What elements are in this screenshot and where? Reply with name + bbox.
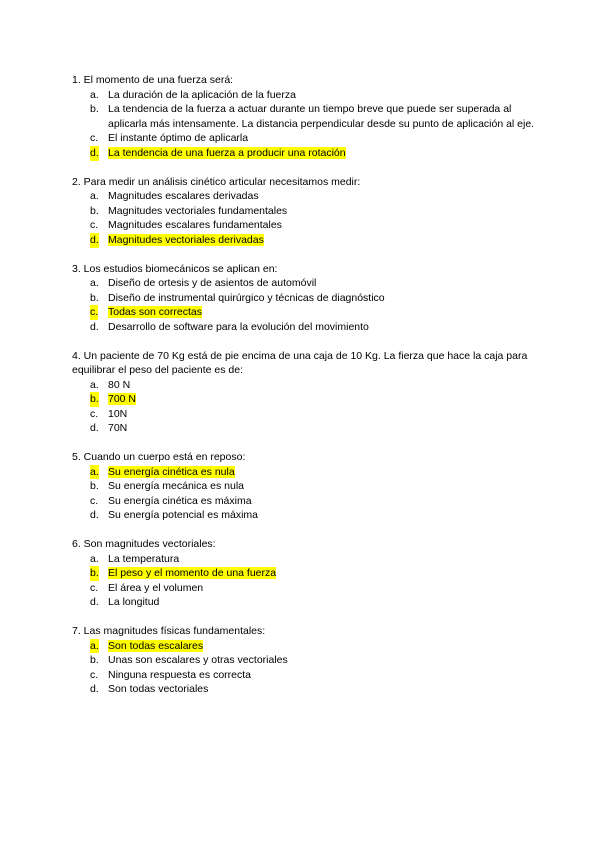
option-list bbox=[72, 189, 542, 247]
highlighted-answer: Su energía cinética es nula bbox=[108, 465, 235, 478]
option-letter: b. bbox=[90, 291, 99, 304]
option-letter: c. bbox=[90, 668, 99, 681]
option-text: El instante óptimo de aplicarla bbox=[108, 132, 249, 145]
option-text: Diseño de ortesis y de asientos de automóvil bbox=[108, 277, 317, 290]
highlighted-answer: Todas son correctas bbox=[108, 306, 202, 319]
question-7 bbox=[72, 624, 542, 697]
option-letter: d. bbox=[90, 596, 99, 609]
option-text: 70N bbox=[108, 422, 128, 435]
option-d bbox=[72, 682, 542, 697]
option-letter: a. bbox=[90, 88, 99, 101]
option-list bbox=[72, 552, 542, 610]
option-c bbox=[72, 131, 542, 146]
option-a bbox=[72, 378, 542, 393]
question-2 bbox=[72, 175, 542, 248]
option-letter: a. bbox=[90, 465, 99, 478]
question-list bbox=[72, 73, 542, 711]
option-a bbox=[72, 276, 542, 291]
option-text: Ninguna respuesta es correcta bbox=[108, 668, 251, 681]
option-letter: b. bbox=[90, 567, 99, 580]
option-text: La temperatura bbox=[108, 552, 180, 565]
option-letter: c. bbox=[90, 306, 99, 319]
option-letter: a. bbox=[90, 552, 99, 565]
option-text: Son todas vectoriales bbox=[108, 683, 209, 696]
option-letter: b. bbox=[90, 654, 99, 667]
option-letter: c. bbox=[90, 581, 99, 594]
option-text: Su energía potencial es máxima bbox=[108, 509, 258, 522]
option-d bbox=[72, 595, 542, 610]
question-text: 6. Son magnitudes vectoriales: bbox=[72, 538, 216, 551]
option-letter: d. bbox=[90, 146, 99, 159]
option-a bbox=[72, 189, 542, 204]
option-letter: d. bbox=[90, 509, 99, 522]
question-6 bbox=[72, 537, 542, 610]
option-letter: b. bbox=[90, 204, 99, 217]
option-letter: a. bbox=[90, 277, 99, 290]
question-5 bbox=[72, 450, 542, 523]
option-a bbox=[72, 88, 542, 103]
option-b bbox=[72, 566, 542, 581]
option-letter: b. bbox=[90, 393, 99, 406]
option-d bbox=[72, 233, 542, 248]
option-text: Su energía mecánica es nula bbox=[108, 480, 245, 493]
option-text: Magnitudes escalares fundamentales bbox=[108, 219, 282, 232]
option-text: Magnitudes escalares derivadas bbox=[108, 190, 259, 203]
option-letter: a. bbox=[90, 190, 99, 203]
option-b bbox=[72, 392, 542, 407]
option-d bbox=[72, 320, 542, 335]
option-text: Magnitudes vectoriales fundamentales bbox=[108, 204, 288, 217]
option-d bbox=[72, 421, 542, 436]
option-list bbox=[72, 378, 542, 436]
option-text: Su energía cinética es máxima bbox=[108, 494, 252, 507]
question-4 bbox=[72, 349, 542, 437]
option-b bbox=[72, 291, 542, 306]
option-letter: b. bbox=[90, 103, 99, 116]
option-list bbox=[72, 639, 542, 697]
option-letter: d. bbox=[90, 320, 99, 333]
option-text: 10N bbox=[108, 407, 128, 420]
option-text: 80 N bbox=[108, 378, 131, 391]
option-letter: c. bbox=[90, 407, 99, 420]
option-letter: d. bbox=[90, 422, 99, 435]
question-text: 3. Los estudios biomecánicos se aplican en: bbox=[72, 262, 278, 275]
option-d bbox=[72, 146, 542, 161]
question-3 bbox=[72, 262, 542, 335]
option-list bbox=[72, 276, 542, 334]
highlighted-answer: 700 N bbox=[108, 393, 137, 406]
option-text: Unas son escalares y otras vectoriales bbox=[108, 654, 288, 667]
option-c bbox=[72, 407, 542, 422]
option-letter: a. bbox=[90, 378, 99, 391]
option-letter: a. bbox=[90, 639, 99, 652]
option-d bbox=[72, 508, 542, 523]
option-c bbox=[72, 581, 542, 596]
option-b bbox=[72, 653, 542, 668]
highlighted-answer: Son todas escalares bbox=[108, 639, 204, 652]
option-c bbox=[72, 668, 542, 683]
question-text: 5. Cuando un cuerpo está en reposo: bbox=[72, 451, 246, 464]
option-letter: c. bbox=[90, 219, 99, 232]
option-letter: b. bbox=[90, 480, 99, 493]
option-c bbox=[72, 218, 542, 233]
option-text: La longitud bbox=[108, 596, 160, 609]
option-b bbox=[72, 479, 542, 494]
option-text: Diseño de instrumental quirúrgico y técnicas de diagnóstico bbox=[108, 291, 385, 304]
option-list bbox=[72, 88, 542, 161]
option-letter: c. bbox=[90, 494, 99, 507]
option-a bbox=[72, 639, 542, 654]
option-letter: d. bbox=[90, 683, 99, 696]
option-a bbox=[72, 465, 542, 480]
option-text: Desarrollo de software para la evolución del movimiento bbox=[108, 320, 369, 333]
option-c bbox=[72, 305, 542, 320]
question-text: 1. El momento de una fuerza será: bbox=[72, 74, 234, 86]
highlighted-answer: La tendencia de una fuerza a producir una rotación bbox=[108, 146, 346, 159]
option-c bbox=[72, 494, 542, 509]
option-list bbox=[72, 465, 542, 523]
option-a bbox=[72, 552, 542, 567]
option-b bbox=[72, 204, 542, 219]
option-text: La duración de la aplicación de la fuerza bbox=[108, 88, 296, 101]
question-text: 4. Un paciente de 70 Kg está de pie encima de una caja de 10 Kg. La fierza que hace la caja para equilibrar el peso del paciente es de: bbox=[72, 349, 528, 377]
option-text: El área y el volumen bbox=[108, 581, 204, 594]
option-letter: d. bbox=[90, 233, 99, 246]
highlighted-answer: Magnitudes vectoriales derivadas bbox=[108, 233, 264, 246]
question-text: 2. Para medir un análisis cinético articular necesitamos medir: bbox=[72, 175, 361, 188]
question-1 bbox=[72, 73, 542, 161]
option-b bbox=[72, 102, 542, 131]
question-text: 7. Las magnitudes físicas fundamentales: bbox=[72, 625, 266, 637]
option-letter: c. bbox=[90, 132, 99, 145]
option-text: La tendencia de la fuerza a actuar durante un tiempo breve que puede ser superada al aplicarla más intensamente. La distancia perpendicular desde su punto de aplicación al eje. bbox=[108, 103, 535, 130]
highlighted-answer: El peso y el momento de una fuerza bbox=[108, 567, 277, 580]
